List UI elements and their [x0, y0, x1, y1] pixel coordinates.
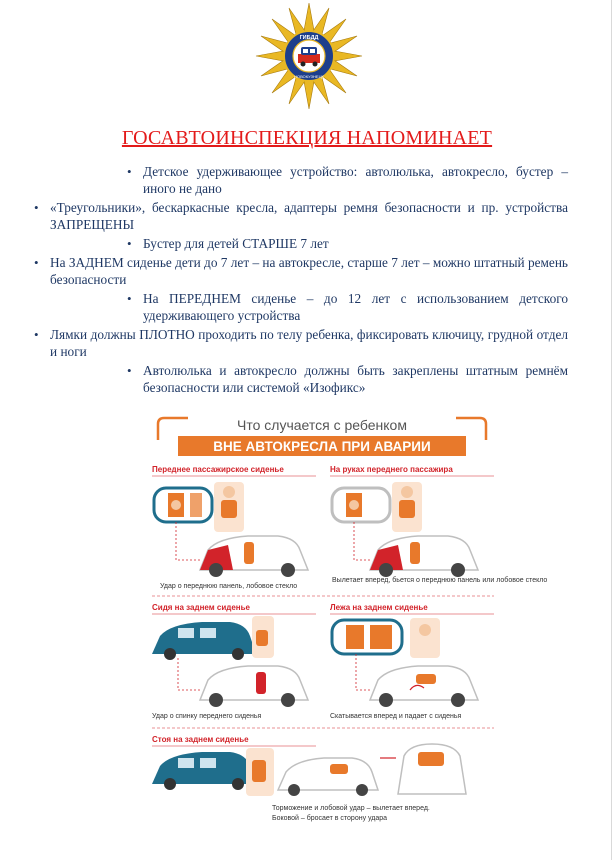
panel-front-seat [152, 465, 316, 590]
panel-title: Стоя на заднем сиденье [152, 735, 249, 744]
panel-rear-standing [152, 735, 466, 822]
panel-caption-line2: Боковой – бросает в сторону удара [272, 815, 388, 822]
emblem-top-text: ГИБДД [299, 35, 319, 41]
reminder-list [0, 163, 614, 398]
panel-on-lap [330, 465, 547, 584]
reminder-item: • Автолюлька и автокресло должны быть закреплены штатным ремнём безопасности или системой «Изофикс» [143, 362, 568, 396]
panel-caption: Вылетает вперед, бьется о переднюю панель или лобовое стекло [332, 577, 548, 584]
panel-caption: Удар о спинку переднего сиденья [152, 713, 262, 720]
reminder-item: • «Треугольники», бескаркасные кресла, адаптеры ремня безопасности и пр. устройства ЗАПРЕЩЕНЫ [50, 199, 568, 233]
panel-rear-lying [330, 603, 494, 720]
panel-title: На руках переднего пассажира [330, 465, 453, 474]
panel-title: Лежа на заднем сиденье [330, 603, 428, 612]
panel-title: Переднее пассажирское сиденье [152, 465, 284, 474]
panel-caption: Удар о переднюю панель, лобовое стекло [160, 583, 298, 590]
reminder-item: • На ПЕРЕДНЕМ сиденье – до 12 лет с использованием детского удерживающего устройства [143, 290, 568, 324]
page-title: ГОСАВТОИНСПЕКЦИЯ НАПОМИНАЕТ [121, 127, 493, 149]
panel-title: Сидя на заднем сиденье [152, 603, 250, 612]
emblem-side-text: НОВОКУЗНЕЦК [294, 74, 324, 79]
reminder-item: • На ЗАДНЕМ сиденье дети до 7 лет – на автокресле, старше 7 лет – можно штатный ремень безопасности [50, 254, 568, 288]
child-crash-infographic [148, 410, 548, 838]
reminder-item: • Бустер для детей СТАРШЕ 7 лет [143, 235, 568, 252]
gibdd-emblem-icon [254, 2, 364, 110]
infographic-heading-top: Что случается с ребенком [237, 417, 407, 433]
reminder-item: • Лямки должны ПЛОТНО проходить по телу ребенка, фиксировать ключицу, грудной отдел и ноги [50, 326, 568, 360]
panel-rear-sitting [152, 603, 316, 720]
panel-caption: Скатывается вперед и падает с сиденья [330, 713, 462, 720]
infographic-heading-main: ВНЕ АВТОКРЕСЛА ПРИ АВАРИИ [213, 439, 431, 454]
panel-caption-line1: Торможение и лобовой удар – вылетает вперед. [272, 805, 430, 812]
reminder-item: • Детское удерживающее устройство: автолюлька, автокресло, бустер – иного не дано [143, 163, 568, 197]
